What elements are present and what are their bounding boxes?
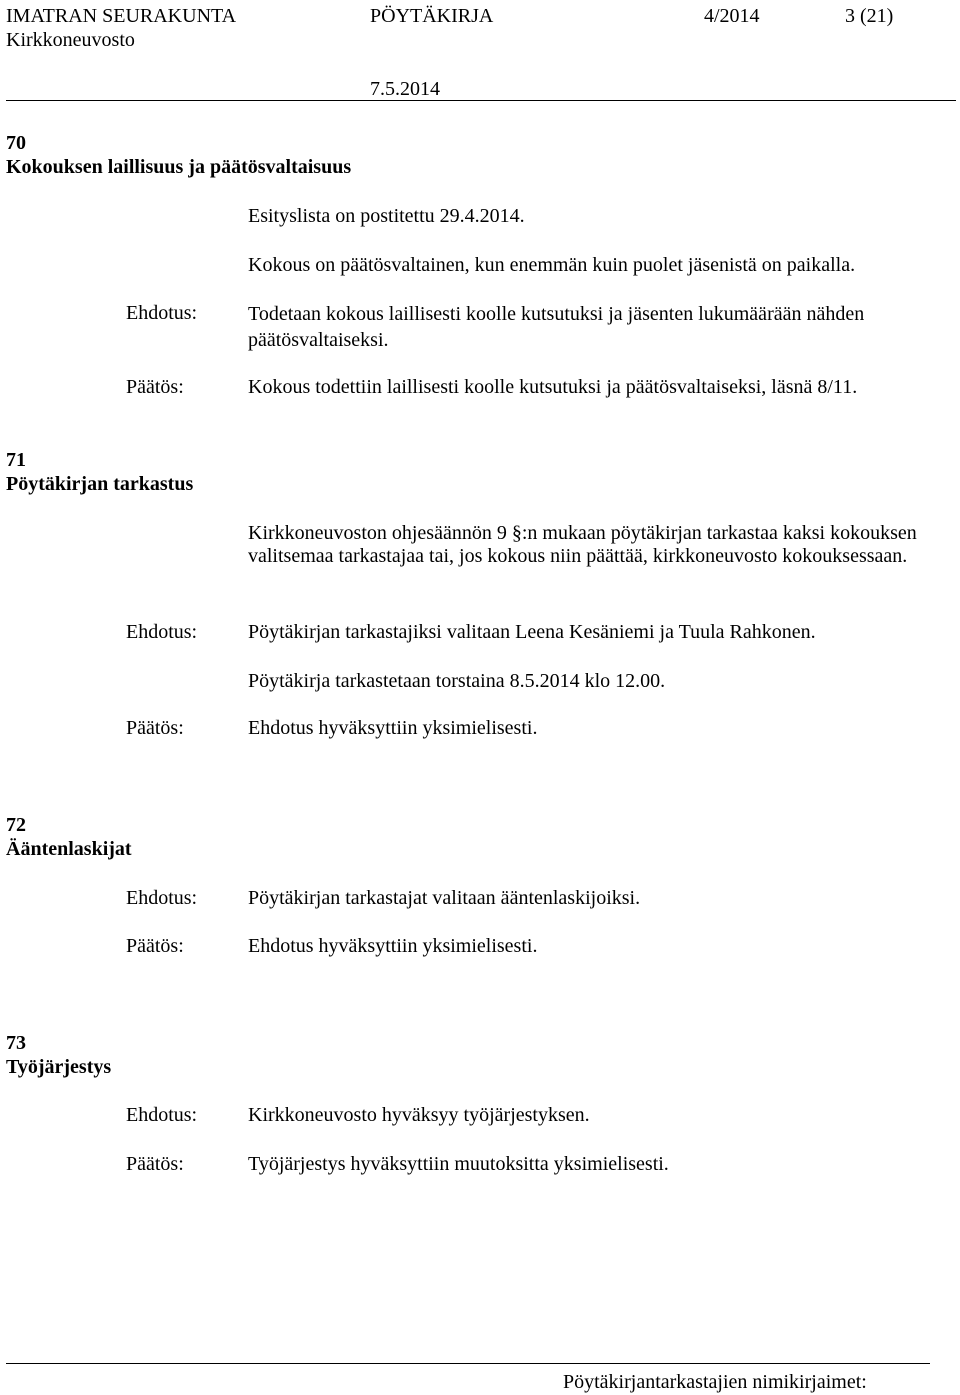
decision-text: Kokous todettiin laillisesti koolle kutsutuksi ja päätösvaltaiseksi, läsnä 8/11. bbox=[248, 376, 858, 398]
decision-text: Ehdotus hyväksyttiin yksimielisesti. bbox=[248, 935, 538, 957]
page-number: 3 (21) bbox=[845, 5, 894, 27]
decision-label: Päätös: bbox=[126, 1153, 184, 1175]
decision-label: Päätös: bbox=[126, 935, 184, 957]
decision-label: Päätös: bbox=[126, 717, 184, 739]
proposal-extra-text: Pöytäkirja tarkastetaan torstaina 8.5.2014 klo 12.00. bbox=[248, 670, 666, 692]
section-number: 73 bbox=[6, 1032, 26, 1054]
section-intro-line: Esityslista on postitettu 29.4.2014. bbox=[248, 205, 525, 227]
document-type: PÖYTÄKIRJA bbox=[370, 5, 494, 27]
section-number: 72 bbox=[6, 814, 26, 836]
section-intro-text: Kirkkoneuvoston ohjesäännön 9 §:n mukaan pöytäkirjan tarkastaa kaksi kokouksen valitsemaa tarkastajaa tai, jos kokous niin päättää, kirkkoneuvosto kokouksessaan. bbox=[248, 522, 917, 567]
proposal-label: Ehdotus: bbox=[126, 887, 198, 909]
organization-name: IMATRAN SEURAKUNTA bbox=[6, 5, 237, 27]
proposal-text: Todetaan kokous laillisesti koolle kutsutuksi ja jäsenten lukumäärään nähden päätösvaltaiseksi. bbox=[248, 303, 865, 351]
meeting-date: 7.5.2014 bbox=[370, 78, 440, 100]
section-title: Kokouksen laillisuus ja päätösvaltaisuus bbox=[6, 156, 352, 178]
body-name: Kirkkoneuvosto bbox=[6, 29, 135, 51]
footer-divider bbox=[6, 1363, 930, 1364]
document-number: 4/2014 bbox=[704, 5, 760, 27]
proposal-label: Ehdotus: bbox=[126, 621, 198, 643]
signatures-label: Pöytäkirjantarkastajien nimikirjaimet: bbox=[563, 1371, 867, 1393]
section-number: 70 bbox=[6, 132, 26, 154]
proposal-text: Kirkkoneuvosto hyväksyy työjärjestyksen. bbox=[248, 1104, 590, 1126]
decision-label: Päätös: bbox=[126, 376, 184, 398]
header-divider bbox=[6, 100, 956, 101]
section-intro-line: Kokous on päätösvaltainen, kun enemmän kuin puolet jäsenistä on paikalla. bbox=[248, 254, 856, 276]
section-title: Työjärjestys bbox=[6, 1056, 112, 1078]
section-title: Ääntenlaskijat bbox=[6, 838, 132, 860]
section-title: Pöytäkirjan tarkastus bbox=[6, 473, 194, 495]
decision-text: Työjärjestys hyväksyttiin muutoksitta yksimielisesti. bbox=[248, 1153, 669, 1175]
proposal-label: Ehdotus: bbox=[126, 1104, 198, 1126]
decision-text: Ehdotus hyväksyttiin yksimielisesti. bbox=[248, 717, 538, 739]
proposal-text: Pöytäkirjan tarkastajiksi valitaan Leena Kesäniemi ja Tuula Rahkonen. bbox=[248, 621, 816, 643]
proposal-text: Pöytäkirjan tarkastajat valitaan ääntenlaskijoiksi. bbox=[248, 887, 641, 909]
proposal-label: Ehdotus: bbox=[126, 302, 198, 324]
section-number: 71 bbox=[6, 449, 26, 471]
